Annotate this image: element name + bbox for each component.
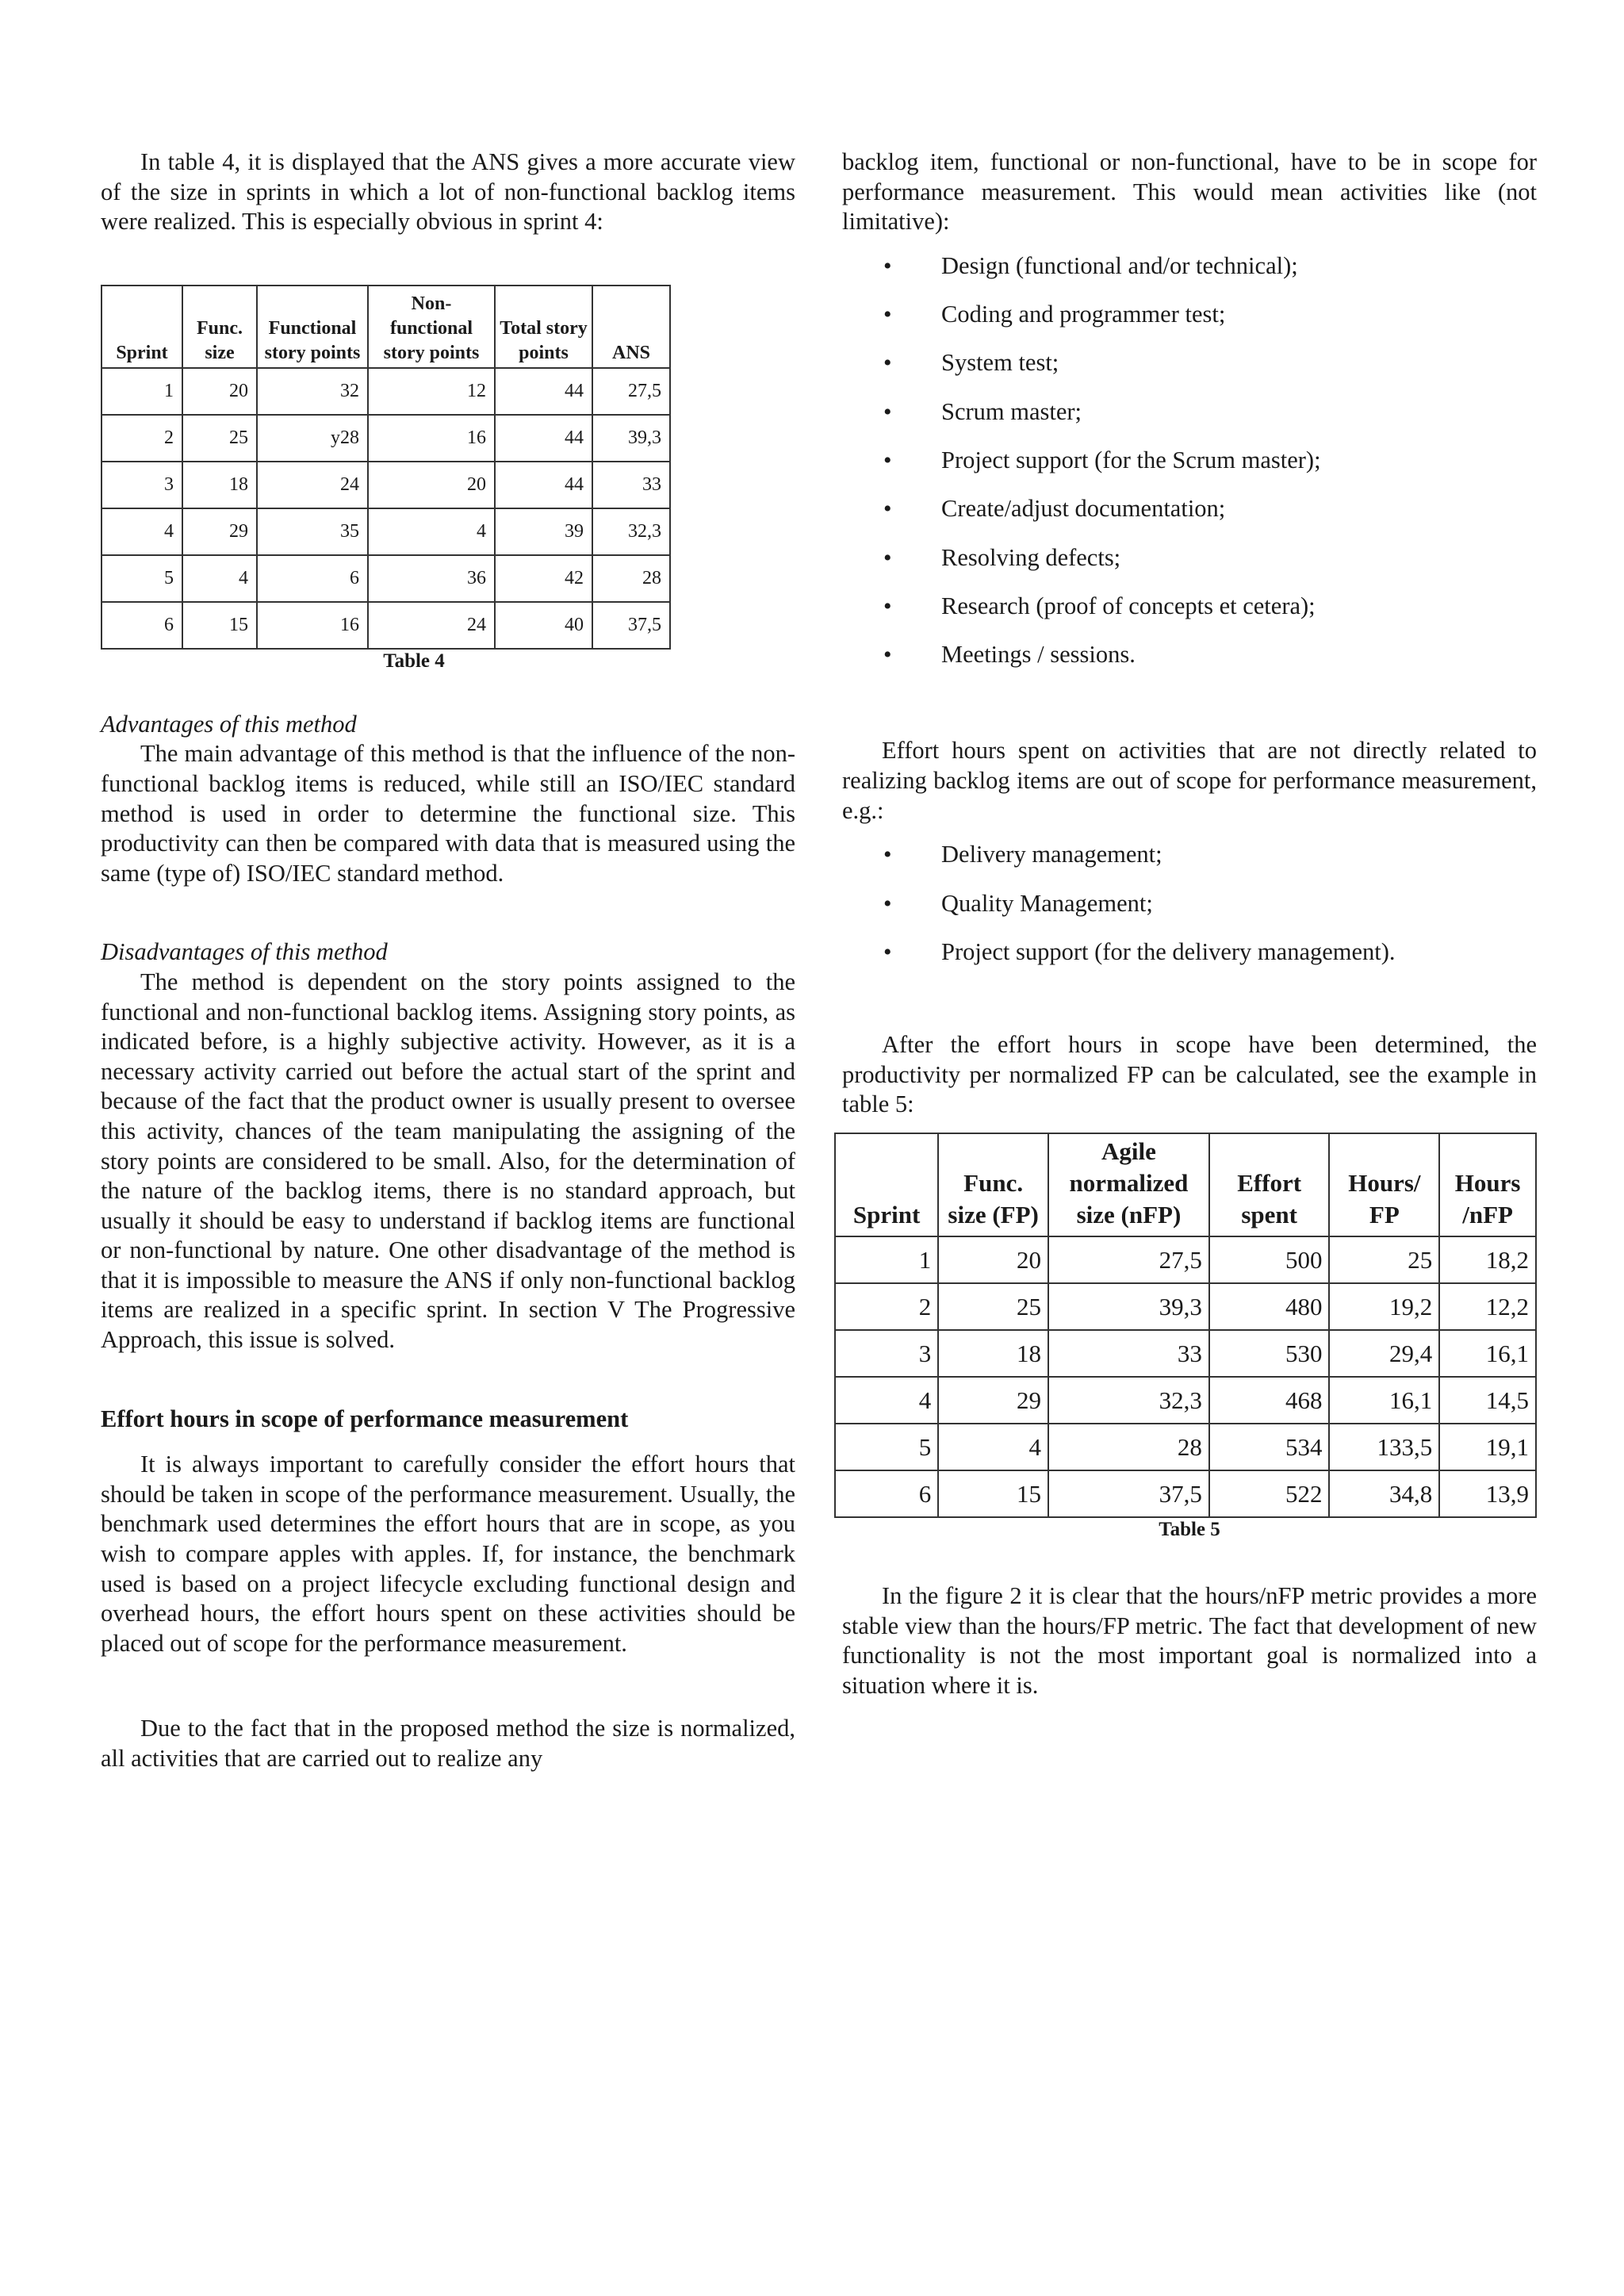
list-item: [842, 436, 1537, 485]
advantages-heading: Advantages of this method: [101, 710, 357, 738]
table-5-header: Agile normalized size (nFP): [1048, 1133, 1209, 1236]
table-cell: 3: [835, 1330, 938, 1377]
table-cell: 44: [495, 415, 592, 462]
list-item-text: Project support (for the Scrum master);: [941, 446, 1321, 473]
table-cell: 4: [102, 508, 182, 555]
disadvantages-heading: Disadvantages of this method: [101, 938, 388, 966]
figure-2-paragraph: In the figure 2 it is clear that the hours/nFP metric provides a more stable view than the hours/FP metric. The fact that development of new functionality is not the most important goal is normalized into a situation where it is.: [842, 1581, 1537, 1699]
bullet-icon: •: [883, 592, 892, 619]
table-cell: 39,3: [592, 415, 670, 462]
table-cell: 3: [102, 462, 182, 508]
table-cell: 4: [835, 1377, 938, 1424]
table-cell: 27,5: [1048, 1236, 1209, 1283]
table-row: [835, 1283, 1536, 1330]
table-cell: 1: [835, 1236, 938, 1283]
list-item: [842, 534, 1537, 582]
scope-continuation-paragraph: backlog item, functional or non-functional, have to be in scope for performance measurement. This would mean activities like (not limitative):: [842, 148, 1537, 236]
in-scope-list: [842, 242, 1537, 680]
table-cell: 534: [1209, 1424, 1330, 1470]
table-cell: 480: [1209, 1283, 1330, 1330]
table-cell: 19,2: [1329, 1283, 1439, 1330]
table-cell: 16: [257, 602, 368, 649]
table-row: [835, 1424, 1536, 1470]
table-cell: 4: [182, 555, 257, 602]
bullet-icon: •: [883, 890, 892, 917]
list-item: [842, 631, 1537, 679]
table-cell: 29,4: [1329, 1330, 1439, 1377]
table-4: [101, 285, 671, 650]
table-cell: 20: [368, 462, 495, 508]
table-row: [102, 602, 670, 649]
table-cell: 1: [102, 368, 182, 415]
left-column: [101, 148, 795, 1774]
table-row: [102, 415, 670, 462]
table-5-header: Sprint: [835, 1133, 938, 1236]
bullet-icon: •: [883, 301, 892, 328]
list-item-text: Delivery management;: [941, 841, 1162, 868]
list-item-text: Scrum master;: [941, 397, 1082, 425]
table-cell: 33: [592, 462, 670, 508]
bullet-icon: •: [883, 938, 892, 965]
out-of-scope-list: [842, 830, 1537, 976]
table-cell: 133,5: [1329, 1424, 1439, 1470]
table-cell: 37,5: [592, 602, 670, 649]
table-row: [102, 368, 670, 415]
table-cell: 37,5: [1048, 1470, 1209, 1517]
table-cell: 18: [938, 1330, 1048, 1377]
bullet-icon: •: [883, 841, 892, 868]
table-cell: 42: [495, 555, 592, 602]
list-item-text: Meetings / sessions.: [941, 641, 1136, 669]
list-item-text: Resolving defects;: [941, 543, 1121, 571]
table-row: [102, 555, 670, 602]
table-cell: 25: [182, 415, 257, 462]
list-item: [842, 830, 1537, 879]
table-5-header: Func. size (FP): [938, 1133, 1048, 1236]
list-item: [842, 880, 1537, 928]
intro-paragraph: In table 4, it is displayed that the ANS gives a more accurate view of the size in sprints in which a lot of non-functional backlog items were realized. This is especially obvious in sprint 4:: [101, 148, 795, 236]
table-cell: 6: [835, 1470, 938, 1517]
table-cell: 15: [182, 602, 257, 649]
table-row: [835, 1377, 1536, 1424]
table-cell: 16,1: [1439, 1330, 1536, 1377]
table-cell: 18,2: [1439, 1236, 1536, 1283]
table-cell: 16: [368, 415, 495, 462]
list-item: [842, 339, 1537, 387]
table-cell: 16,1: [1329, 1377, 1439, 1424]
table-cell: 18: [182, 462, 257, 508]
list-item: [842, 485, 1537, 533]
table-cell: 44: [495, 368, 592, 415]
table-cell: 19,1: [1439, 1424, 1536, 1470]
table-cell: 4: [368, 508, 495, 555]
effort-hours-heading: Effort hours in scope of performance measurement: [101, 1405, 629, 1432]
list-item: [842, 928, 1537, 976]
table-cell: 500: [1209, 1236, 1330, 1283]
table-cell: 35: [257, 508, 368, 555]
table-row: [102, 462, 670, 508]
table-cell: 6: [257, 555, 368, 602]
table-4-header-row: [102, 286, 670, 368]
table-cell: 25: [938, 1283, 1048, 1330]
table-5-header: Hours /nFP: [1439, 1133, 1536, 1236]
table-cell: 15: [938, 1470, 1048, 1517]
table-cell: 36: [368, 555, 495, 602]
list-item: [842, 290, 1537, 339]
table-row: [835, 1470, 1536, 1517]
bullet-icon: •: [883, 252, 892, 279]
table-cell: 468: [1209, 1377, 1330, 1424]
table-5-header: Hours/ FP: [1329, 1133, 1439, 1236]
table-cell: 29: [938, 1377, 1048, 1424]
table-cell: 2: [835, 1283, 938, 1330]
table-5-caption: Table 5: [1159, 1518, 1220, 1540]
bullet-icon: •: [883, 496, 892, 523]
bullet-icon: •: [883, 398, 892, 425]
table-cell: 32,3: [1048, 1377, 1209, 1424]
table-cell: 27,5: [592, 368, 670, 415]
table-cell: 4: [938, 1424, 1048, 1470]
table-5: [834, 1133, 1537, 1518]
table-4-header: Non-functional story points: [368, 286, 495, 368]
table-row: [835, 1330, 1536, 1377]
table-4-header: ANS: [592, 286, 670, 368]
table-cell: 28: [592, 555, 670, 602]
table-4-header: Functional story points: [257, 286, 368, 368]
table-cell: 25: [1329, 1236, 1439, 1283]
table-cell: 28: [1048, 1424, 1209, 1470]
table-cell: 12: [368, 368, 495, 415]
table-cell: 5: [102, 555, 182, 602]
list-item-text: Design (functional and/or technical);: [941, 251, 1298, 279]
table-cell: 5: [835, 1424, 938, 1470]
table-cell: 530: [1209, 1330, 1330, 1377]
table-cell: 33: [1048, 1330, 1209, 1377]
table-cell: 13,9: [1439, 1470, 1536, 1517]
table-cell: 32: [257, 368, 368, 415]
table-cell: 44: [495, 462, 592, 508]
list-item-text: Research (proof of concepts et cetera);: [941, 592, 1316, 619]
list-item-text: System test;: [941, 349, 1059, 377]
table-cell: 20: [182, 368, 257, 415]
list-item-text: Create/adjust documentation;: [941, 495, 1226, 523]
table-cell: 522: [1209, 1470, 1330, 1517]
table-cell: 2: [102, 415, 182, 462]
table-cell: 20: [938, 1236, 1048, 1283]
list-item-text: Project support (for the delivery management).: [941, 937, 1396, 965]
table-cell: 39,3: [1048, 1283, 1209, 1330]
bullet-icon: •: [883, 544, 892, 571]
table-cell: 24: [368, 602, 495, 649]
table-cell: 14,5: [1439, 1377, 1536, 1424]
table-cell: 24: [257, 462, 368, 508]
productivity-paragraph: After the effort hours in scope have been determined, the productivity per normalized FP can be calculated, see the example in table 5:: [842, 1031, 1537, 1118]
table-row: [835, 1236, 1536, 1283]
advantages-paragraph: The main advantage of this method is that the influence of the non-functional backlog items is reduced, while still an ISO/IEC standard method is used in order to determine the functional size. This productivity can then be compared with data that is measured using the same (type of) ISO/IEC standard method.: [101, 740, 795, 887]
table-cell: 39: [495, 508, 592, 555]
list-item-text: Quality Management;: [941, 889, 1153, 917]
bullet-icon: •: [883, 642, 892, 669]
table-row: [102, 508, 670, 555]
effort-hours-paragraph: It is always important to carefully consider the effort hours that should be taken in scope of the performance measurement. Usually, the benchmark used determines the effort hours that are in scope, as you wish to compare apples with apples. If, for instance, the benchmark used is based on a project lifecycle excluding functional design and overhead hours, the effort hours spent on these activities should be placed out of scope for the performance measurement.: [101, 1451, 795, 1657]
table-5-header-row: [835, 1133, 1536, 1236]
bullet-icon: •: [883, 447, 892, 473]
bullet-icon: •: [883, 350, 892, 377]
table-4-caption: Table 4: [383, 650, 445, 672]
table-4-header: Total story points: [495, 286, 592, 368]
table-4-header: Sprint: [102, 286, 182, 368]
list-item: [842, 242, 1537, 290]
table-cell: 6: [102, 602, 182, 649]
table-cell: 29: [182, 508, 257, 555]
list-item-text: Coding and programmer test;: [941, 301, 1226, 328]
disadvantages-paragraph: The method is dependent on the story points assigned to the functional and non-functional backlog items. Assigning story points, as indicated before, is a highly subjective activity. However, as it is a necessary activity carried out before the actual start of the sprint and because of the fact that the product owner is usually present to oversee this activity, chances of the team manipulating the assigning of the story points are considered to be small. Also, for the determination of the nature of the backlog items, there is no standard approach, but usually it should be easy to understand if backlog items are functional or non-functional by nature. One other disadvantage of the method is that it is impossible to measure the ANS if only non-functional backlog items are realized in a specific sprint. In section V The Progressive Approach, this issue is solved.: [101, 968, 795, 1354]
table-cell: 12,2: [1439, 1283, 1536, 1330]
normalized-paragraph: Due to the fact that in the proposed method the size is normalized, all activities that are carried out to realize any: [101, 1715, 795, 1772]
table-cell: 34,8: [1329, 1470, 1439, 1517]
list-item: [842, 582, 1537, 631]
table-cell: y28: [257, 415, 368, 462]
list-item: [842, 388, 1537, 436]
out-of-scope-paragraph: Effort hours spent on activities that are not directly related to realizing backlog items are out of scope for performance measurement, e.g.:: [842, 737, 1537, 824]
right-column: [842, 148, 1537, 1700]
table-5-header: Effort spent: [1209, 1133, 1330, 1236]
table-cell: 32,3: [592, 508, 670, 555]
table-4-header: Func. size: [182, 286, 257, 368]
table-cell: 40: [495, 602, 592, 649]
